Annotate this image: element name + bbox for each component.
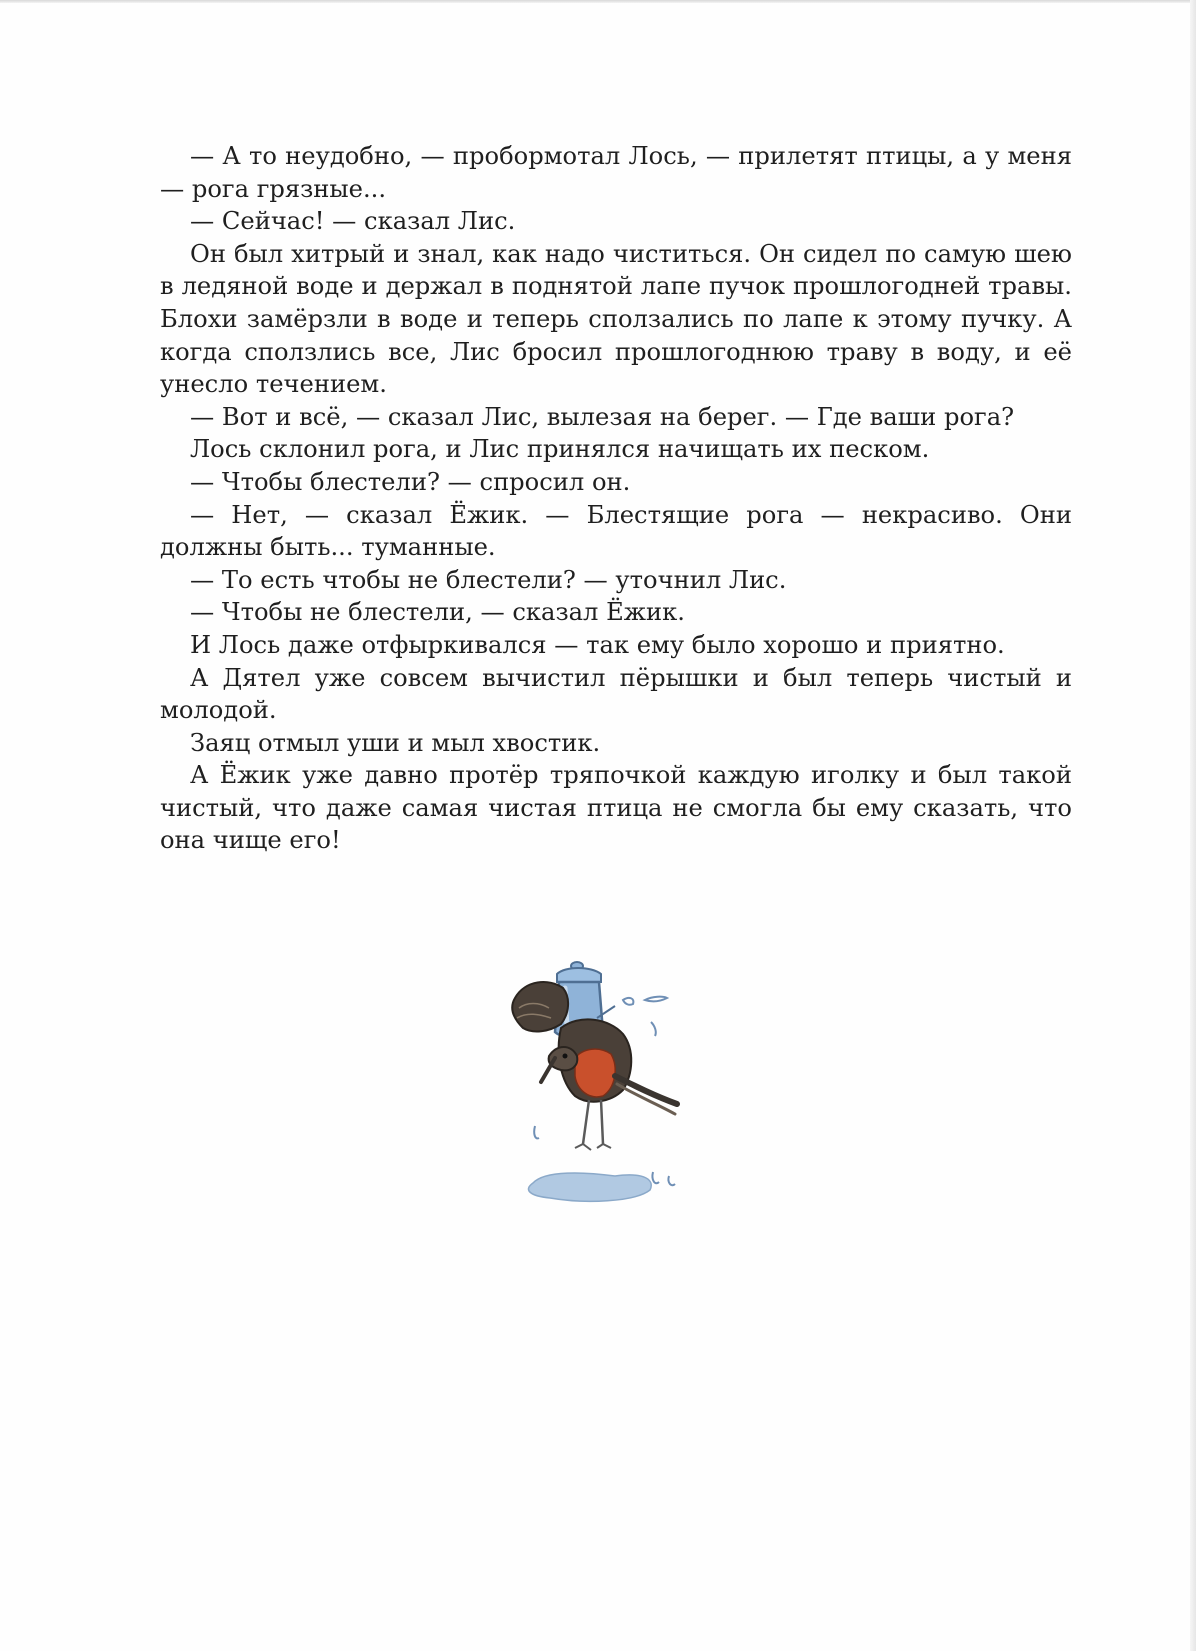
paragraph: Он был хитрый и знал, как надо чиститься. Он сидел по самую шею в ледяной воде и держал в поднятой лапе пучок прошлогодней травы. Блохи замёрзли в воде и теперь сползались по лапе к этому пучку. А когда сползлись все, Лис бросил прошлогоднюю траву в воду, и её унесло течением.	[160, 239, 1072, 399]
paragraph: — А то неудобно, — пробормотал Лось, — прилетят птицы, а у меня — рога грязные...	[160, 142, 1072, 203]
paragraph: Заяц отмыл уши и мыл хвостик.	[190, 728, 601, 757]
woodpecker-illustration	[505, 958, 730, 1218]
paragraph: А Ёжик уже давно протёр тряпочкой каждую иголку и был такой чистый, что даже самая чистая птица не смогла бы ему сказать, что она чище его!	[160, 761, 1072, 855]
paragraph: Лось склонил рога, и Лис принялся начищать их песком.	[190, 435, 930, 464]
paragraph: — То есть чтобы не блестели? — уточнил Лис.	[190, 565, 787, 594]
page-right-edge	[1190, 0, 1196, 1651]
paragraph: — Нет, — сказал Ёжик. — Блестящие рога — некрасиво. Они должны быть... туманные.	[160, 500, 1072, 562]
paragraph: — Чтобы блестели? — спросил он.	[190, 467, 631, 496]
story-text	[160, 140, 1072, 857]
paragraph: И Лось даже отфыркивался — так ему было хорошо и приятно.	[190, 630, 1005, 659]
water-puddle	[528, 1173, 651, 1201]
page-top-edge	[0, 0, 1196, 3]
paragraph: — Вот и всё, — сказал Лис, вылезая на берег. — Где ваши рога?	[190, 402, 1015, 431]
paragraph: — Сейчас! — сказал Лис.	[190, 207, 516, 236]
paragraph: А Дятел уже совсем вычистил пёрышки и был теперь чистый и молодой.	[160, 663, 1072, 725]
paragraph: — Чтобы не блестели, — сказал Ёжик.	[190, 598, 685, 627]
